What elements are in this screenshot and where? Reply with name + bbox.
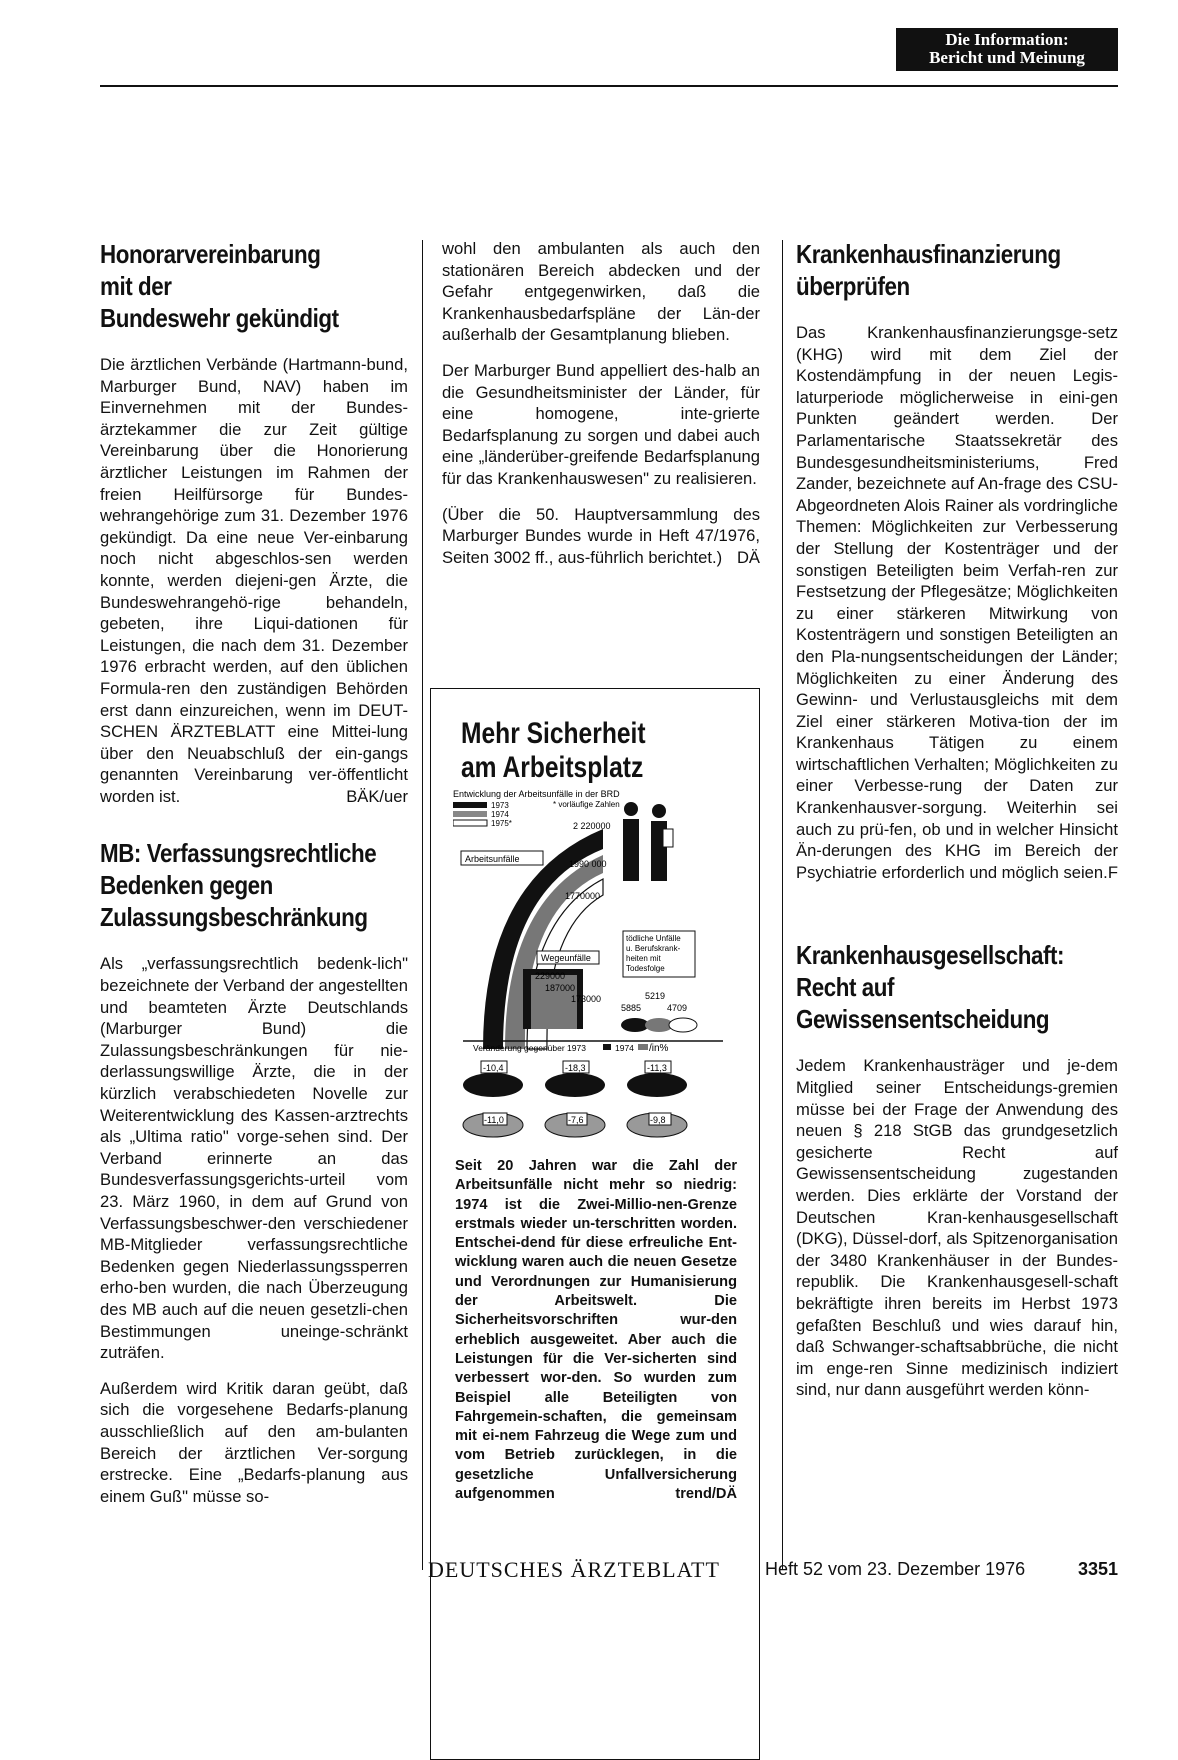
change-pie-toedlich-1974 — [627, 1073, 687, 1097]
change-label-4: -11,0 — [484, 1115, 504, 1125]
article-body-mb-p1: Als „verfassungsrechtlich bedenk-lich" bezeichnete der Verband der angestellten und beamteten Ärzte Deutschlands (Marburger Bund) die Zulassungsbeschränkungen für nie-derlassungswillige Ärzte, die in der kürzlich verabschiedeten Novelle zur Weiterentwicklung des Kassen-arztrechts als „Ultima ratio" vorge-sehen sind. Der Verband erinnerte an das Bundesverfassungsgerichts-urteil vom 23. März 1960, in dem auf Grund von Verfassungsbeschwer-den verschiedener MB-Mitglieder verfassungsrechtliche Bedenken gegen Niederlassungssperren erho-ben wurden, die nach Überzeugung des MB auch auf die neuen gesetzli-chen Bestimmungen uneinge-schränkt zuträfen. — [100, 954, 408, 1363]
label-toedlich-2: u. Berufskrank- — [626, 944, 681, 953]
legend-label-1974: 1974 — [491, 810, 509, 819]
infobox-caption-text: Seit 20 Jahren war die Zahl der Arbeitsunfälle nicht mehr so niedrig: 1974 ist die Zwei-Millio-nen-Grenze erstmals wieder un-terschritten worden. Entschei-dend für diese erfreuliche Ent-wicklung waren auch die neuen Gesetze und Verordnungen zur Humanisierung der Arbeitswelt. Die Sicherheitsvorschriften wur-den erheblich ausgeweitet. Aber auch die Leistungen für die Ver-sicherten sind verbessert wor-den. So wurden zum Beispiel alle Beteiligten von Fahrgemein-schaften, die gemeinsam mit ei-nem Fahrzeug die Wege zum und vom Betrieb zurücklegen, in die gesetzliche Unfallversicherung aufgenommen — [455, 1158, 737, 1503]
change-label-5: -7,6 — [568, 1115, 584, 1125]
page-number: 3351 — [1077, 1559, 1118, 1579]
toedlich-coin-1973 — [621, 1018, 649, 1032]
legend-swatch-1975 — [453, 820, 487, 826]
toedlich-coin-1975 — [669, 1018, 697, 1032]
column-divider-right — [782, 240, 783, 1570]
worker-head-2 — [652, 804, 666, 818]
change-title: Veränderung gegenüber 1973 — [473, 1043, 586, 1053]
change-label-6: -9,8 — [650, 1115, 666, 1125]
legend-swatch-1973 — [453, 802, 487, 808]
value-4709: 4709 — [667, 1003, 688, 1013]
column-right — [796, 238, 1118, 1401]
value-1770000: 1770000 — [565, 891, 601, 901]
change-swatch-1973 — [603, 1044, 611, 1050]
column-divider-left — [422, 240, 423, 1570]
value-229000: 229000 — [535, 971, 566, 981]
value-1990000: 1990 000 — [569, 859, 607, 869]
legend-swatch-1974 — [453, 811, 487, 817]
change-swatch-1974 — [638, 1044, 648, 1050]
change-pie-wege-1974 — [545, 1073, 605, 1097]
label-wegeunfaelle: Wegeunfälle — [541, 953, 591, 963]
section-badge — [896, 28, 1118, 71]
value-173000: 173000 — [571, 994, 602, 1004]
section-badge-line2: Bericht und Meinung — [929, 48, 1085, 67]
change-label-2: -18,3 — [565, 1063, 586, 1073]
article-text-khg: Das Krankenhausfinanzierungsge-setz (KHG) wird mit dem Ziel der Kostendämpfung in der neuen Legis-laturperiode möglicherweise in eini-gen Punkten geändert werden. Der Parlamentarische Staatssekretär des Bundesgesundheitsministeriums, Fred Zander, bezeichnete auf An-frage des CSU-Abgeordneten Alois Rainer als vordringliche Themen: Möglichkeiten zur Verbesserung der Stellung der Kostenträger und der sonstigen Beteiligten beim Verfah-ren zur Festsetzung der Pflegesätze; Möglichkeiten zu einer stärkeren Mitwirkung von Kostenträgern und sonstigen Beteiligten an den Pla-nungsentscheidungen der Länder; Möglichkeiten zu einer Änderung des Gewinn- und Verlustausgleichs mit dem Ziel einer stärkeren Motiva-tion der im Krankenhaus Tätigen zu einem wirtschaftlichen Verhalten; Möglichkeiten zu einer Verbesse-rung der Daten zur Krankenhausver-sorgung. Weiterhin sei auch zu prü-fen, ob und in welcher Hinsicht Än-derungen des KHG im Bereich der Psychiatrie erforderlich und möglich seien. — [796, 323, 1118, 882]
mb-reference-text: (Über die 50. Hauptversammlung des Marburger Bundes wurde in Heft 47/1976, Seiten 3002 ff., aus-führlich berichtet.) — [442, 504, 760, 567]
column-middle — [442, 238, 760, 568]
header-rule — [100, 85, 1118, 87]
label-toedlich-4: Todesfolge — [626, 964, 665, 973]
legend-label-1973: 1973 — [491, 801, 509, 810]
signature-dae: DÄ — [736, 547, 760, 567]
article-body-honorar — [100, 354, 408, 807]
value-187000: 187000 — [545, 983, 576, 993]
masthead: DEUTSCHES ÄRZTEBLATT — [428, 1557, 720, 1582]
value-5885: 5885 — [621, 1003, 642, 1013]
article-body-khg — [796, 322, 1118, 883]
legend-note: * vorläufige Zahlen — [553, 800, 620, 809]
label-toedlich-1: tödliche Unfälle — [626, 934, 681, 943]
issue-info: Heft 52 vom 23. Dezember 1976 — [765, 1559, 1026, 1579]
article-body-dkg: Jedem Krankenhausträger und je-dem Mitglied seiner Entscheidungs-gremien müsse bei der Frage der Anwendung des neuen § 218 StGB das grundgesetzlich gesicherte Recht auf Gewissensentscheidung zugestanden werden. Dies erklärte der Vorstand der Deutschen Kran-kenhausgesellschaft (DKG), Düssel-dorf, als Spitzenorganisation der 3480 Krankenhäuser in der Bundes-republik. Die Krankenhausgesell-schaft bekräftigte ihren bereits im Herbst 1973 gefaßten Beschluß und wies darauf hin, daß Schwanger-schaftsabbrüche, die nicht im enge-ren Sinne medizinisch indiziert sind, nur dann ausgeführt werden könn- — [796, 1056, 1118, 1400]
mb-continued-p1: wohl den ambulanten als auch den stationären Bereich abdecken und der Gefahr entgegenwirken, daß die Krankenhausbedarfspläne der Län-der außerhalb der Gesamtplanung blieben. — [442, 239, 760, 345]
page-footer — [428, 1557, 1118, 1581]
article-title-honorar: Honorarvereinbarung mit der Bundeswehr gekündigt — [100, 239, 339, 333]
chart-title: Entwicklung der Arbeitsunfälle in der BRD — [453, 789, 620, 799]
mb-continued-p3 — [442, 504, 760, 569]
article-text-honorar: Die ärztlichen Verbände (Hartmann-bund, Marburger Bund, NAV) haben im Einvernehmen mit der Bundes-ärztekammer die zur Zeit gültige Vereinbarung über die Honorierung ärztlicher Leistungen im Rahmen der freien Heilfürsorge für Bundes-wehrangehörige zum 31. Dezember 1976 gekündigt. Da eine neue Ver-einbarung noch nicht abgeschlos-sen werden konnte, werden diejeni-gen Ärzte, die Bundeswehrangehö-rige behandeln, gebeten, ihre Liqui-dationen für Leistungen, die nach dem 31. Dezember 1976 erbracht werden, auf den üblichen Formula-ren den zuständigen Behörden erst dann einzureichen, wenn im DEUT-SCHEN ÄRZTEBLATT eine Mittei-lung über den Neuabschluß der ein-gangs genannten Vereinbarung ver-öffentlicht worden ist. — [100, 355, 408, 806]
article-body-mb-p2: Außerdem wird Kritik daran geübt, daß sich die vorgesehene Bedarfs-planung ausschließlich auf den am-bulanten Bereich der ärztlichen Ver-sorgung erstrecke. Eine „Bedarfs-planung aus einem Guß" müsse so- — [100, 1378, 408, 1506]
worker-body-1 — [623, 819, 639, 881]
signature-f: F — [1107, 862, 1118, 882]
mb-continued-p2: Der Marburger Bund appelliert des-halb an die Gesundheitsminister der Länder, für eine homogene, inte-grierte Bedarfsplanung zu sorgen und dabei auch eine „länderüber-greifende Bedarfsplanung für das Krankenhauswesen" zu realisieren. — [442, 360, 760, 488]
change-pct: /in% — [649, 1043, 669, 1054]
change-label-3: -11,3 — [647, 1063, 667, 1073]
signature-trend: trend/DÄ — [675, 1486, 737, 1503]
article-title-dkg: Krankenhausgesellschaft: Recht auf Gewissensentscheidung — [796, 940, 1065, 1035]
article-title-mb: MB: Verfassungsrechtliche Bedenken gegen Zulassungsbeschränkung — [100, 838, 377, 933]
legend-label-1975: 1975* — [491, 819, 512, 828]
value-2220000: 2 220000 — [573, 821, 611, 831]
change-pie-arbeit-1974 — [463, 1073, 523, 1097]
label-toedlich-3: heiten mit — [626, 954, 661, 963]
infobox-title: Mehr Sicherheit am Arbeitsplatz — [461, 717, 646, 784]
signature-baek: BÄK/uer — [346, 786, 408, 806]
infobox-arbeitsplatz — [430, 688, 760, 1760]
infobox-caption — [455, 1157, 737, 1504]
change-1974: 1974 — [615, 1043, 634, 1053]
column-left — [100, 238, 408, 1507]
change-label-1: -10,4 — [483, 1063, 504, 1073]
article-title-khg: Krankenhausfinanzierung überprüfen — [796, 239, 1061, 301]
section-badge-line1: Die Information: — [945, 30, 1069, 49]
label-arbeitsunfaelle: Arbeitsunfälle — [465, 854, 520, 864]
worker-head-1 — [624, 802, 638, 816]
arm-sling — [663, 829, 673, 847]
value-5219: 5219 — [645, 991, 666, 1001]
accident-infographic — [453, 789, 741, 1149]
